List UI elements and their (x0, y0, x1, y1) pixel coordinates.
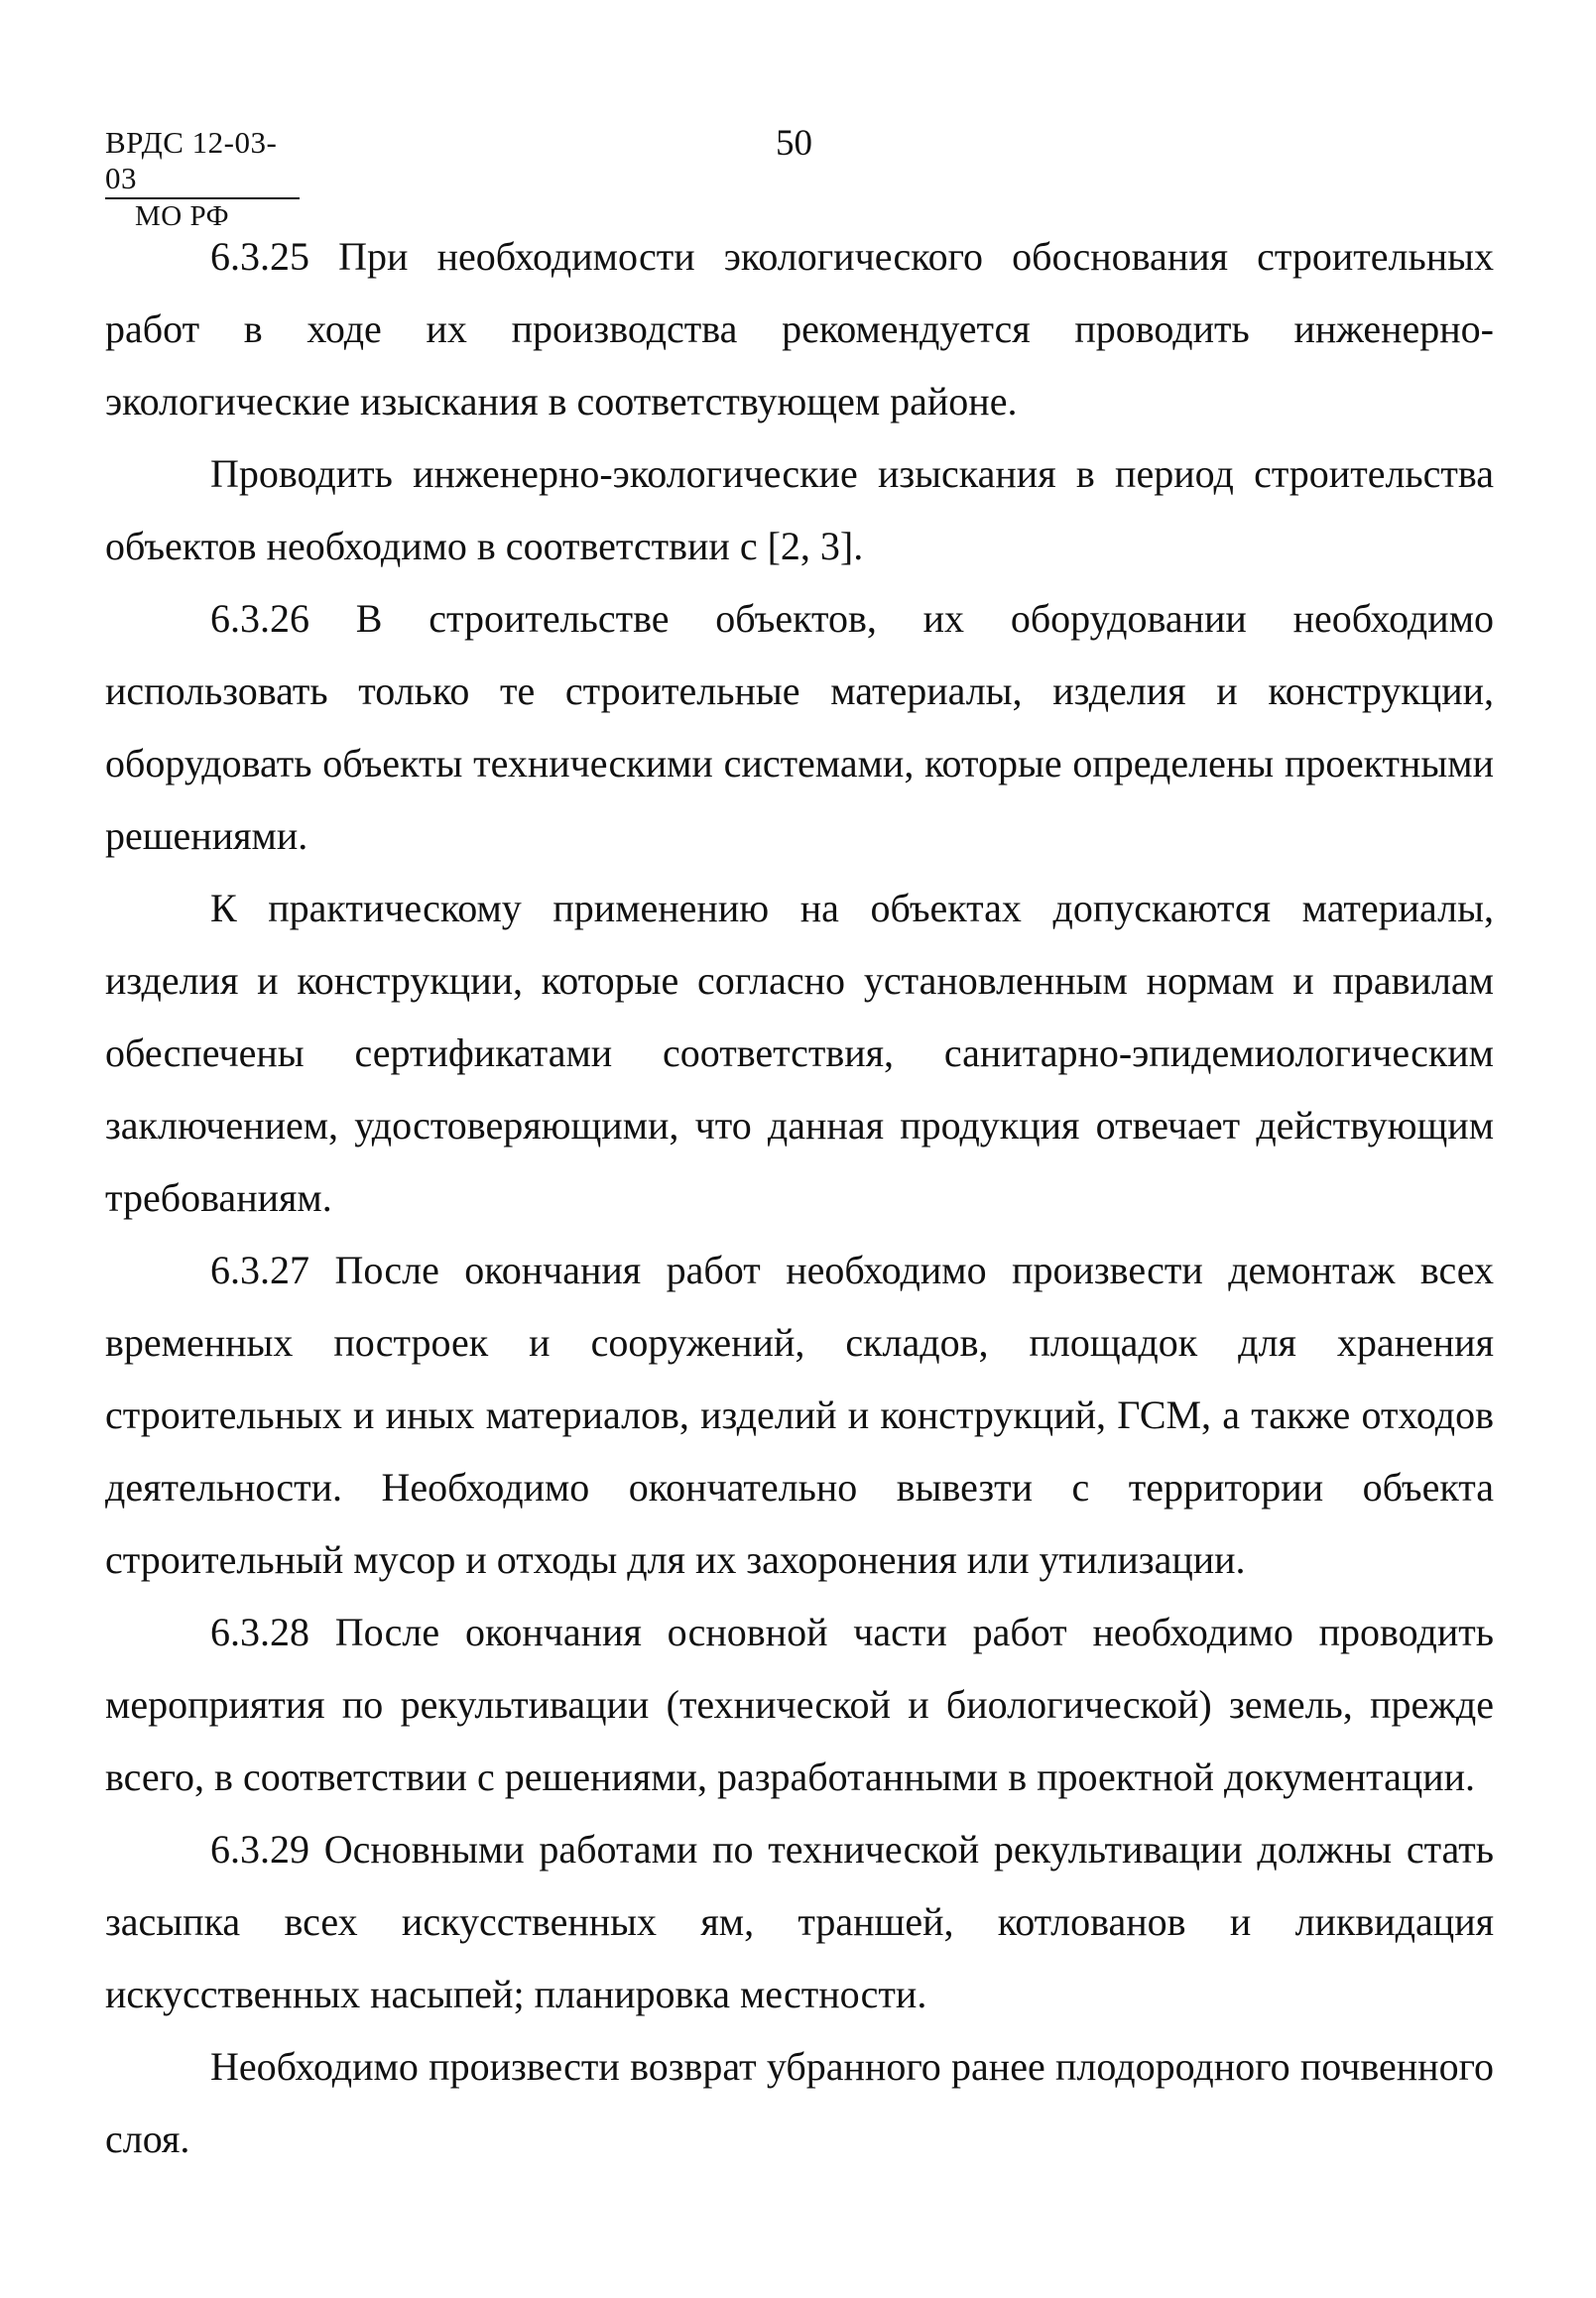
document-body (105, 220, 1494, 2175)
paragraph-materials-admission: К практическому применению на объектах допускаются материалы, изделия и конструкции, которые согласно установленным нормам и правилам обеспечены сертификатами соответствия, санитарно-эпидемиологическим заключением, удостоверяющими, что данная продукция отвечает действующим требованиям. (105, 886, 1494, 1220)
document-header (105, 125, 300, 233)
paragraph-6-3-28: 6.3.28 После окончания основной части работ необходимо проводить мероприятия по рекультивации (технической и биологической) земель, прежде всего, в соответствии с решениями, разработанными в проектной документации. (105, 1610, 1494, 1799)
paragraph-soil-return: Необходимо произвести возврат убранного ранее плодородного почвенного слоя. (105, 2044, 1494, 2161)
paragraph-6-3-27: 6.3.27 После окончания работ необходимо произвести демонтаж всех временных построек и сооружений, складов, площадок для хранения строительных и иных материалов, изделий и конструкций, ГСМ, а также отходов деятельности. Необходимо окончательно вывезти с территории объекта строительный мусор и отходы для их захоронения или утилизации. (105, 1248, 1494, 1582)
document-code: ВРДС 12-03-03 (105, 125, 300, 199)
organization-label: МО РФ (135, 200, 230, 232)
paragraph-6-3-29: 6.3.29 Основными работами по технической рекультивации должны стать засыпка всех искусственных ям, траншей, котлованов и ликвидация искусственных насыпей; планировка местности. (105, 1827, 1494, 2016)
page-number: 50 (776, 123, 812, 164)
paragraph-surveys-period: Проводить инженерно-экологические изыскания в период строительства объектов необходимо в соответствии с [2, 3]. (105, 451, 1494, 568)
paragraph-6-3-25: 6.3.25 При необходимости экологического обоснования строительных работ в ходе их производства рекомендуется проводить инженерно-экологические изыскания в соответствующем районе. (105, 234, 1494, 423)
paragraph-6-3-26: 6.3.26 В строительстве объектов, их оборудовании необходимо использовать только те строительные материалы, изделия и конструкции, оборудовать объекты техническими системами, которые определены проектными решениями. (105, 596, 1494, 858)
